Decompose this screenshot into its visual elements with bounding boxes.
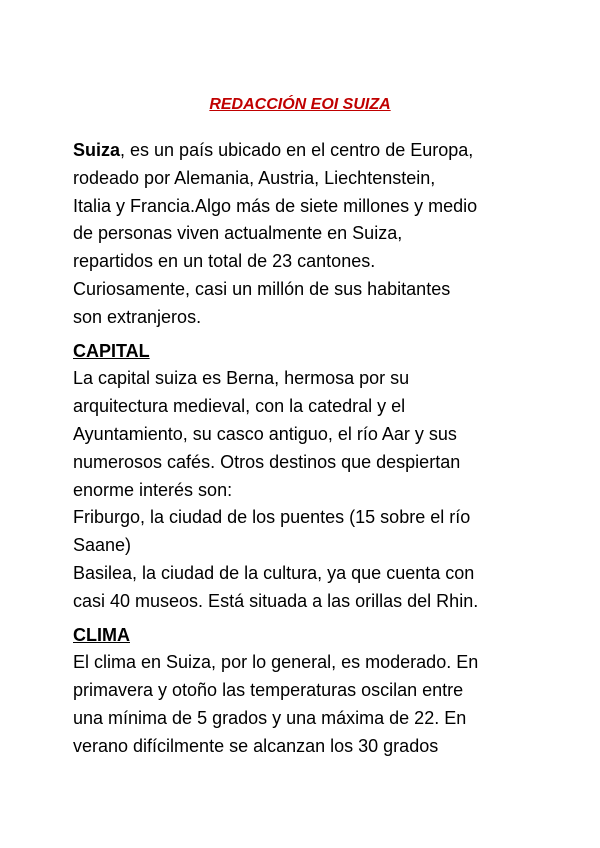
intro-line: repartidos en un total de 23 cantones. [73, 251, 376, 272]
intro-bold-word: Suiza [73, 140, 121, 160]
intro-paragraph [73, 137, 553, 332]
capital-line: numerosos cafés. Otros destinos que despiertan [73, 451, 461, 472]
clima-line: primavera y otoño las temperaturas oscilan entre [73, 680, 464, 701]
intro-line-text: , es un país ubicado en el centro de Europa, [120, 140, 474, 160]
capital-line: enorme interés son: [73, 479, 233, 500]
intro-line: rodeado por Alemania, Austria, Liechtenstein, [73, 167, 436, 188]
capital-line: casi 40 museos. Está situada a las orillas del Rhin. [73, 590, 479, 611]
intro-line [73, 137, 553, 165]
intro-line: son extranjeros. [73, 306, 202, 327]
clima-line: El clima en Suiza, por lo general, es moderado. En [73, 652, 479, 673]
document-title: REDACCIÓN EOI SUIZA [209, 96, 391, 113]
capital-line: Saane) [73, 535, 132, 556]
capital-paragraph [73, 365, 553, 615]
intro-line: Curiosamente, casi un millón de sus habitantes [73, 278, 451, 299]
capital-line: Friburgo, la ciudad de los puentes (15 sobre el río [73, 507, 471, 528]
capital-heading: CAPITAL [73, 340, 150, 361]
capital-line: La capital suiza es Berna, hermosa por su [73, 368, 410, 389]
document-body [73, 137, 553, 761]
clima-paragraph [73, 649, 553, 760]
intro-line: Italia y Francia.Algo más de siete millones y medio [73, 195, 478, 216]
clima-line: verano difícilmente se alcanzan los 30 grados [73, 735, 439, 756]
clima-line: una mínima de 5 grados y una máxima de 22. En [73, 707, 467, 728]
capital-line: Basilea, la ciudad de la cultura, ya que cuenta con [73, 562, 475, 583]
intro-line: de personas viven actualmente en Suiza, [73, 223, 403, 244]
capital-line: Ayuntamiento, su casco antiguo, el río Aar y sus [73, 423, 457, 444]
clima-heading: CLIMA [73, 624, 130, 645]
capital-line: arquitectura medieval, con la catedral y el [73, 396, 406, 417]
